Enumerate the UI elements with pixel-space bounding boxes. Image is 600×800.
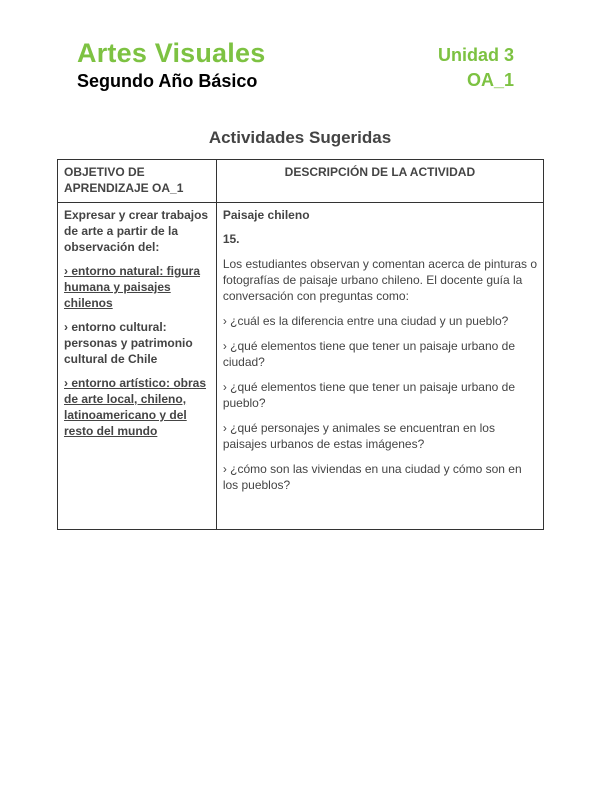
table-header-row	[58, 160, 544, 203]
activity-number: 15.	[222, 232, 240, 246]
question-item: › ¿qué elementos tiene que tener un paisaje urbano de ciudad?	[222, 339, 516, 369]
question-item: › ¿qué elementos tiene que tener un paisaje urbano de pueblo?	[222, 380, 516, 410]
activity-name: Paisaje chileno	[222, 208, 310, 222]
question-item: › ¿qué personajes y animales se encuentran en los paisajes urbanos de estas imágenes?	[222, 421, 495, 451]
question-item: › ¿cómo son las viviendas en una ciudad y cómo son en los pueblos?	[222, 462, 522, 492]
document-header-left	[77, 38, 265, 92]
objective-item-natural: › entorno natural: figura humana y paisajes chilenos	[64, 264, 200, 310]
header-objective: OBJETIVO DE APRENDIZAJE OA_1	[58, 160, 217, 203]
objective-cell	[58, 203, 217, 530]
objective-intro: Expresar y crear trabajos de arte a partir de la observación del:	[64, 208, 209, 254]
oa-label: OA_1	[466, 70, 514, 90]
activity-cell	[216, 203, 543, 530]
question-item: › ¿cuál es la diferencia entre una ciudad y un pueblo?	[222, 314, 509, 328]
unit-label: Unidad 3	[437, 45, 514, 65]
subject-title: Artes Visuales	[77, 38, 266, 68]
document-header-right	[438, 44, 514, 91]
activities-table	[57, 159, 544, 530]
activity-description: Los estudiantes observan y comentan acerca de pinturas o fotografías de paisaje urbano chileno. El docente guía la conversación con preguntas como:	[222, 257, 538, 303]
header-description: DESCRIPCIÓN DE LA ACTIVIDAD	[216, 160, 543, 203]
grade-subtitle: Segundo Año Básico	[77, 71, 258, 91]
table-row	[58, 203, 544, 530]
objective-item-artistic: › entorno artístico: obras de arte local, chileno, latinoamericano y del resto del mundo	[64, 376, 207, 438]
objective-item-cultural: › entorno cultural: personas y patrimonio cultural de Chile	[64, 320, 193, 366]
section-title: Actividades Sugeridas	[208, 128, 392, 147]
